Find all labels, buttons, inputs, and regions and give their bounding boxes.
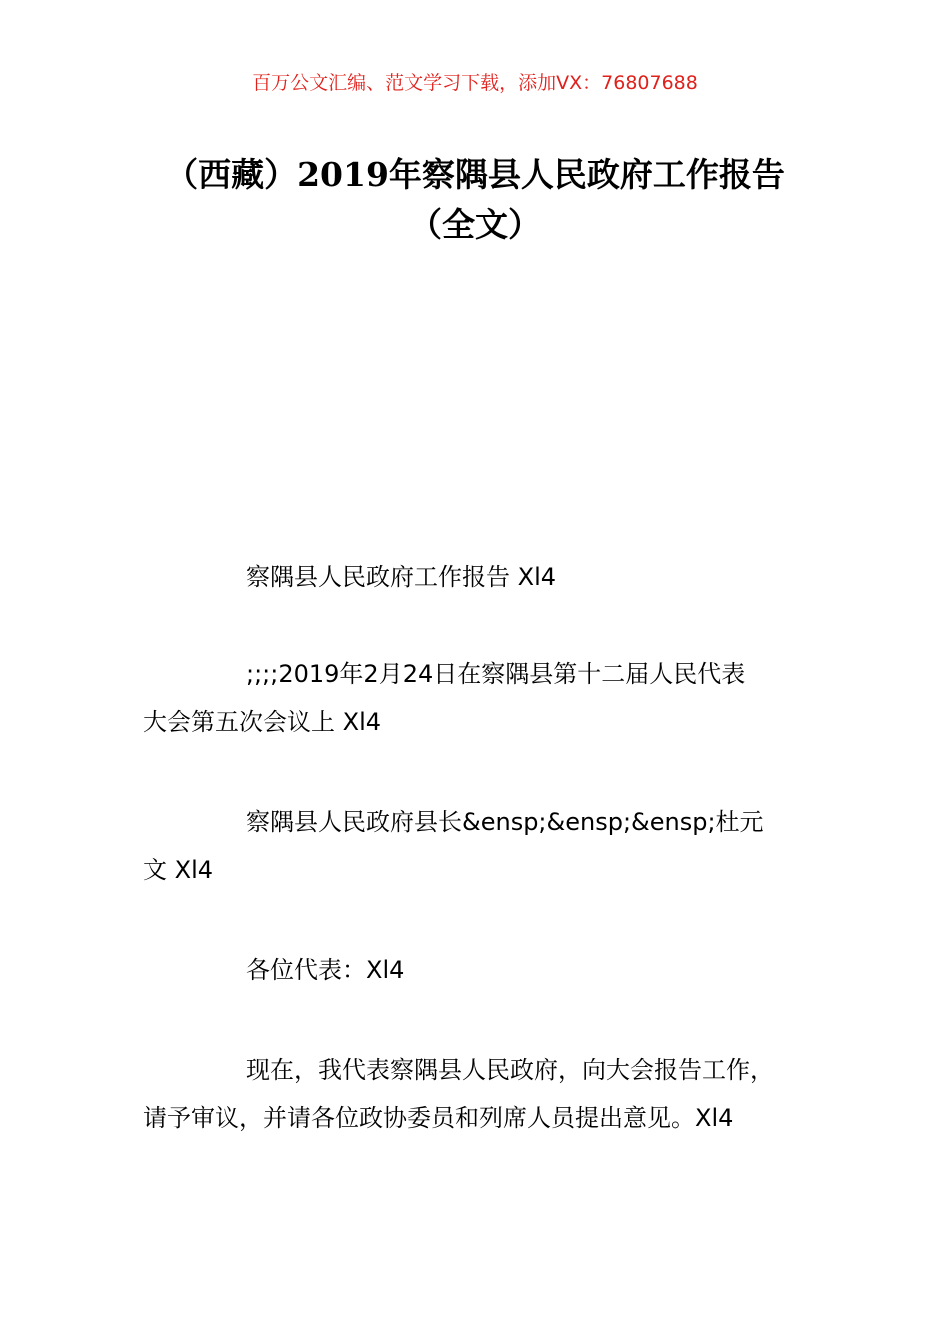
paragraph-line: 大会第五次会议上 Xl4 (143, 708, 382, 736)
paragraph-speaker (143, 798, 833, 894)
paragraph-line: 请予审议，并请各位政协委员和列席人员提出意见。Xl4 (143, 1104, 734, 1132)
paragraph-line: 察隅县人民政府县长&ensp;&ensp;&ensp;杜元 (246, 808, 764, 836)
paragraph-line: 文 Xl4 (143, 856, 214, 884)
paragraph-report-name (143, 553, 833, 601)
paragraph-opening (143, 1046, 833, 1142)
paragraph-line: 各位代表：Xl4 (246, 956, 405, 984)
paragraph-salutation (143, 946, 833, 994)
paragraph-meeting-date (143, 650, 833, 746)
title-line-1: （西藏）2019年察隅县人民政府工作报告 (165, 155, 785, 194)
header-note: 百万公文汇编、范文学习下载，添加VX：76807688 (252, 72, 698, 94)
paragraph-line: ;;;;2019年2月24日在察隅县第十二届人民代表 (246, 660, 746, 688)
document-title (100, 150, 850, 250)
title-line-2: （全文） (409, 205, 541, 244)
paragraph-line: 察隅县人民政府工作报告 Xl4 (246, 563, 557, 591)
paragraph-line: 现在，我代表察隅县人民政府，向大会报告工作， (246, 1056, 774, 1084)
